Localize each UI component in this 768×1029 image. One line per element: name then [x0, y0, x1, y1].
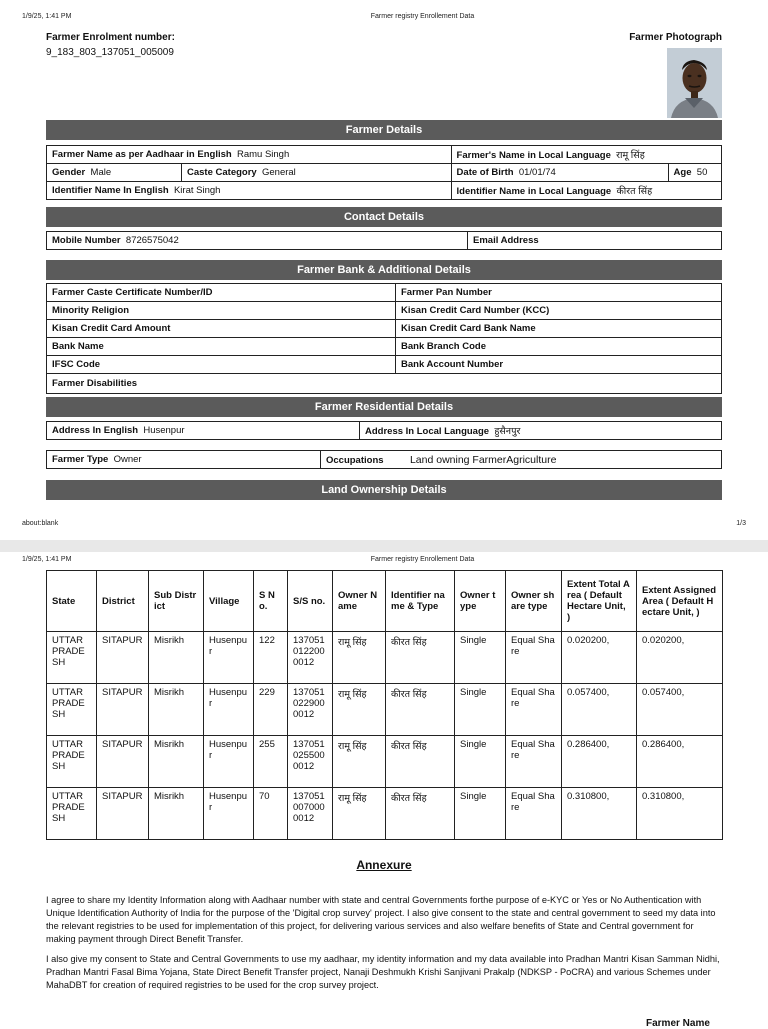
farmer-type-label: Farmer Type: [52, 454, 109, 465]
print-timestamp: 1/9/25, 1:41 PM: [22, 13, 72, 20]
ifsc-label: IFSC Code: [47, 356, 396, 374]
farmer-name-local-label: Farmer's Name in Local Language: [456, 150, 611, 161]
age-value: 50: [696, 167, 708, 178]
table-row: [47, 632, 723, 684]
mobile-value: 8726575042: [125, 235, 179, 246]
consent-paragraph-2: I also give my consent to State and Central Governments to use my aadhaar, my identity information and my data available into Pradhan Mantri Kisan Samman Nidhi, Pradhan Mantri Fasal Bima Yojana, State Direct Benefit Transfer project, Nanaji Deshmukh Krishi Sanjivani Prakalp (NDKSP - PoCRA) and various Schemes under MahaDBT for creation of required registries to be used for the crop survey project.: [46, 954, 720, 990]
gender-value: Male: [90, 167, 112, 178]
land-cell: 70: [254, 788, 288, 840]
bank-details-header: Farmer Bank & Additional Details: [46, 260, 722, 280]
dob-cell: [451, 164, 668, 182]
land-cell: Single: [455, 632, 506, 684]
email-cell: [468, 232, 722, 250]
occupation-label: Occupations: [326, 454, 384, 466]
land-header-3: Village: [204, 571, 254, 632]
address-local-label: Address In Local Language: [365, 426, 490, 437]
land-cell: कीरत सिंह: [386, 788, 455, 840]
farmer-name-en-label: Farmer Name as per Aadhaar in English: [52, 149, 232, 160]
land-cell: रामू सिंह: [333, 684, 386, 736]
land-cell: Husenpur: [204, 788, 254, 840]
land-header-0: State: [47, 571, 97, 632]
land-cell: 0.057400,: [637, 684, 723, 736]
farmer-name-signature-label: Farmer Name: [646, 1018, 710, 1029]
land-cell: Equal Share: [506, 632, 562, 684]
land-cell: Husenpur: [204, 736, 254, 788]
land-cell: Equal Share: [506, 736, 562, 788]
occupation-cell: [321, 451, 722, 469]
page-separator: [0, 540, 768, 552]
land-cell: Equal Share: [506, 684, 562, 736]
address-local-cell: [360, 422, 722, 440]
land-header-9: Owner share type: [506, 571, 562, 632]
land-cell: 0.286400,: [562, 736, 637, 788]
contact-details-table: [46, 231, 722, 250]
kcc-label: Kisan Credit Card Number (KCC): [396, 302, 722, 320]
land-cell: कीरत सिंह: [386, 632, 455, 684]
land-header-2: Sub District: [149, 571, 204, 632]
address-en: Husenpur: [143, 425, 185, 436]
land-ownership-table: [46, 570, 723, 840]
age-label: Age: [673, 167, 692, 178]
contact-details-header: Contact Details: [46, 207, 722, 227]
farmer-details-table: [46, 145, 722, 200]
page-url: about:blank: [22, 520, 59, 527]
land-header-1: District: [97, 571, 149, 632]
email-label: Email Address: [473, 235, 539, 246]
table-row: [47, 788, 723, 840]
land-cell: 1370510255000012: [288, 736, 333, 788]
account-label: Bank Account Number: [396, 356, 722, 374]
farmer-name-local: रामू सिंह: [616, 150, 645, 161]
land-cell: UTTAR PRADESH: [47, 788, 97, 840]
occupation-value: Land owning FarmerAgriculture: [409, 453, 557, 466]
land-cell: UTTAR PRADESH: [47, 736, 97, 788]
caste-value: General: [261, 167, 296, 178]
land-cell: Misrikh: [149, 684, 204, 736]
bank-name-label: Bank Name: [47, 338, 396, 356]
land-header-10: Extent Total Area ( Default Hectare Unit, ): [562, 571, 637, 632]
print-title: Farmer registry Enrollement Data: [370, 13, 475, 20]
identifier-en-cell: [47, 182, 452, 200]
address-en-label: Address In English: [52, 425, 139, 436]
land-cell: रामू सिंह: [333, 736, 386, 788]
land-header-4: S No.: [254, 571, 288, 632]
farmer-photograph: [667, 48, 722, 118]
table-row: [47, 736, 723, 788]
dob-label: Date of Birth: [456, 167, 514, 178]
print-timestamp-page2: 1/9/25, 1:41 PM: [22, 556, 72, 563]
mobile-label: Mobile Number: [52, 235, 121, 246]
land-header-7: Identifier name & Type: [386, 571, 455, 632]
identifier-en-label: Identifier Name In English: [52, 185, 169, 196]
land-cell: रामू सिंह: [333, 788, 386, 840]
enrolment-number: 9_183_803_137051_005009: [46, 47, 174, 58]
land-cell: SITAPUR: [97, 788, 149, 840]
land-header-5: S/S no.: [288, 571, 333, 632]
table-row: [47, 684, 723, 736]
mobile-cell: [47, 232, 468, 250]
land-cell: 0.020200,: [562, 632, 637, 684]
address-table: [46, 421, 722, 440]
farmer-name-en-cell: [47, 146, 452, 164]
land-cell: 229: [254, 684, 288, 736]
identifier-local: कीरत सिंह: [616, 186, 653, 197]
identifier-local-label: Identifier Name in Local Language: [456, 186, 612, 197]
land-cell: 0.310800,: [562, 788, 637, 840]
land-header-8: Owner type: [455, 571, 506, 632]
land-header-11: Extent Assigned Area ( Default Hectare Unit, ): [637, 571, 723, 632]
minority-label: Minority Religion: [47, 302, 396, 320]
land-cell: Husenpur: [204, 632, 254, 684]
person-photo-icon: [667, 48, 722, 118]
land-cell: 1370510122000012: [288, 632, 333, 684]
enrolment-label: Farmer Enrolment number:: [46, 32, 175, 43]
land-cell: UTTAR PRADESH: [47, 684, 97, 736]
identifier-local-cell: [451, 182, 721, 200]
farmer-details-header: Farmer Details: [46, 120, 722, 140]
land-details-header: Land Ownership Details: [46, 480, 722, 500]
land-cell: कीरत सिंह: [386, 684, 455, 736]
land-cell: 1370510229000012: [288, 684, 333, 736]
address-en-cell: [47, 422, 360, 440]
annexure-title: Annexure: [356, 858, 412, 872]
caste-certificate-label: Farmer Caste Certificate Number/ID: [47, 284, 396, 302]
land-cell: Misrikh: [149, 736, 204, 788]
land-cell: 0.057400,: [562, 684, 637, 736]
land-cell: 255: [254, 736, 288, 788]
farmer-name-en: Ramu Singh: [236, 149, 290, 160]
photo-label: Farmer Photograph: [629, 32, 722, 43]
caste-cell: [182, 164, 452, 182]
gender-label: Gender: [52, 167, 86, 178]
land-cell: 0.020200,: [637, 632, 723, 684]
identifier-en: Kirat Singh: [173, 185, 221, 196]
gender-cell: [47, 164, 182, 182]
land-cell: SITAPUR: [97, 632, 149, 684]
kcc-amount-label: Kisan Credit Card Amount: [47, 320, 396, 338]
land-cell: Single: [455, 684, 506, 736]
kcc-bank-label: Kisan Credit Card Bank Name: [396, 320, 722, 338]
land-cell: SITAPUR: [97, 736, 149, 788]
land-cell: 0.310800,: [637, 788, 723, 840]
caste-label: Caste Category: [187, 167, 257, 178]
consent-paragraph-1: I agree to share my Identity Information along with Aadhaar number with state and central Governments forthe purpose of e-KYC or Yes or No Authentication with Unique Identification Authority of India for the purpose of the 'Digital crop survey' project. I also give consent to the state and central government to seed my data into the relevant registries to be used for implementation of this project, for delivering various services and also welfare benefits of State and Central government for making payment through Direct Benefit Transfer.: [46, 895, 716, 944]
disabilities-label: Farmer Disabilities: [47, 374, 722, 394]
land-cell: Single: [455, 788, 506, 840]
branch-code-label: Bank Branch Code: [396, 338, 722, 356]
address-local: हुसैनपुर: [494, 426, 521, 437]
bank-details-table: [46, 283, 722, 394]
land-cell: Misrikh: [149, 632, 204, 684]
land-cell: रामू सिंह: [333, 632, 386, 684]
land-cell: Misrikh: [149, 788, 204, 840]
land-cell: कीरत सिंह: [386, 736, 455, 788]
farmer-type: Owner: [113, 454, 142, 465]
land-cell: 0.286400,: [637, 736, 723, 788]
farmer-name-local-cell: [451, 146, 721, 164]
land-cell: SITAPUR: [97, 684, 149, 736]
farmer-type-table: [46, 450, 722, 469]
dob-value: 01/01/74: [518, 167, 556, 178]
land-cell: 1370510070000012: [288, 788, 333, 840]
page-number: 1/3: [736, 520, 746, 527]
print-title-page2: Farmer registry Enrollement Data: [370, 556, 475, 563]
pan-label: Farmer Pan Number: [396, 284, 722, 302]
land-header-6: Owner Name: [333, 571, 386, 632]
land-cell: UTTAR PRADESH: [47, 632, 97, 684]
land-cell: Equal Share: [506, 788, 562, 840]
land-cell: 122: [254, 632, 288, 684]
age-cell: [668, 164, 721, 182]
farmer-type-cell: [47, 451, 321, 469]
residential-details-header: Farmer Residential Details: [46, 397, 722, 417]
land-cell: Husenpur: [204, 684, 254, 736]
land-cell: Single: [455, 736, 506, 788]
